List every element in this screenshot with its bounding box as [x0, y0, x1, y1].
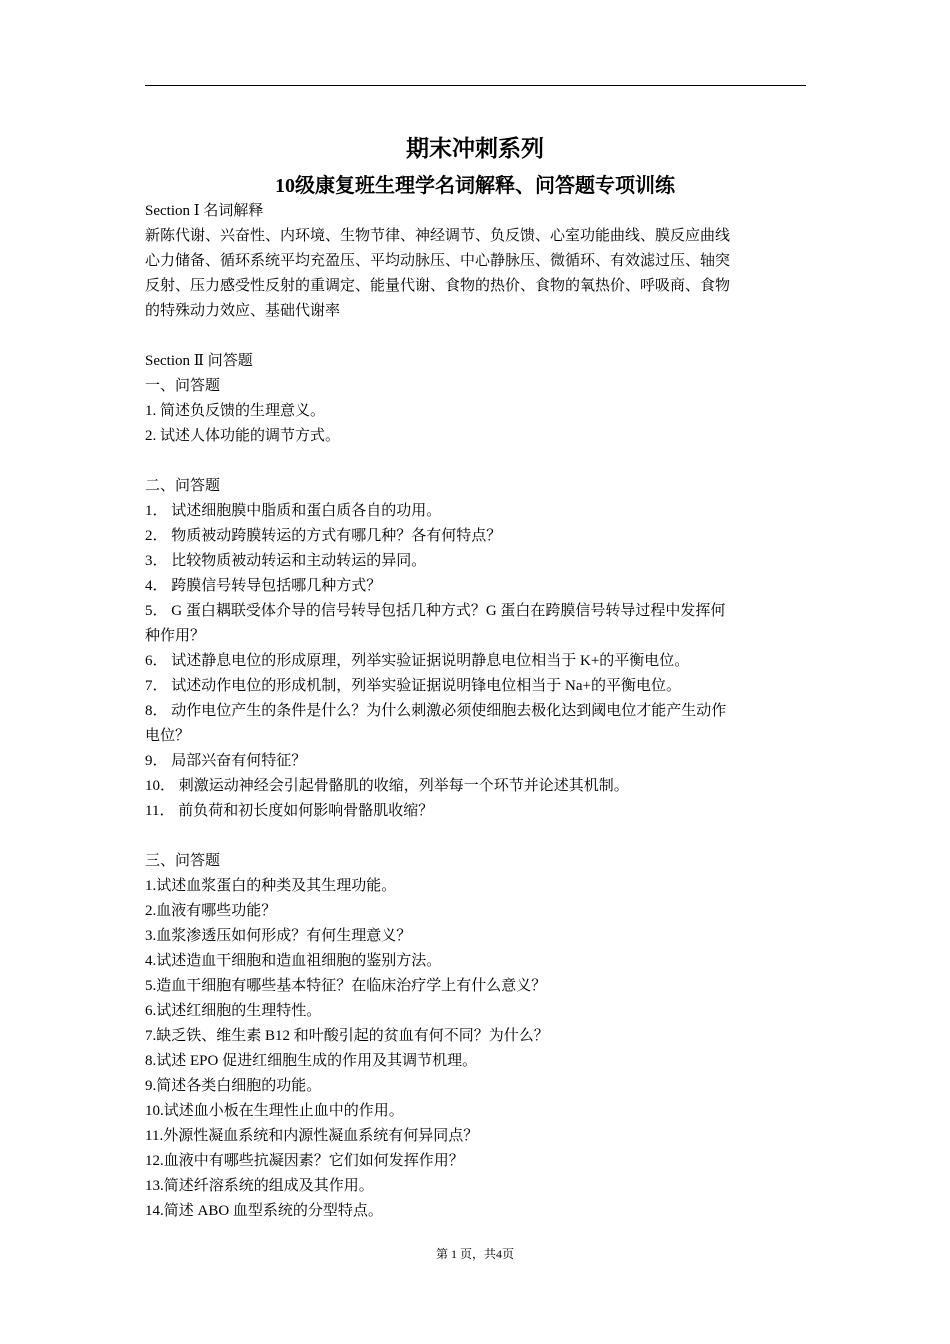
term-line: 新陈代谢、兴奋性、内环境、生物节律、神经调节、负反馈、心室功能曲线、膜反应曲线 — [145, 228, 731, 244]
question-item: 6． 试述静息电位的形成原理，列举实验证据说明静息电位相当于 K+的平衡电位。 — [145, 653, 690, 669]
question-item: 14.简述 ABO 血型系统的分型特点。 — [145, 1203, 383, 1219]
question-item: 3． 比较物质被动转运和主动转运的异同。 — [145, 553, 427, 569]
question-item: 1. 简述负反馈的生理意义。 — [145, 403, 326, 419]
section1-heading: Section Ⅰ 名词解释 — [145, 203, 264, 219]
group1-heading: 一、问答题 — [145, 378, 221, 394]
question-item: 7． 试述动作电位的形成机制，列举实验证据说明锋电位相当于 Na+的平衡电位。 — [145, 678, 681, 694]
question-item: 1． 试述细胞膜中脂质和蛋白质各自的功用。 — [145, 503, 442, 519]
question-item-cont: 电位？ — [145, 728, 191, 744]
page-subtitle: 10级康复班生理学名词解释、问答题专项训练 — [275, 175, 675, 197]
document-body — [145, 199, 806, 1224]
term-line: 心力储备、循环系统平均充盈压、平均动脉压、中心静脉压、微循环、有效滤过压、轴突 — [145, 253, 731, 269]
question-item: 5.造血干细胞有哪些基本特征？在临床治疗学上有什么意义？ — [145, 978, 547, 994]
question-item: 11.外源性凝血系统和内源性凝血系统有何异同点？ — [145, 1128, 479, 1144]
question-item: 4． 跨膜信号转导包括哪几种方式？ — [145, 578, 382, 594]
question-item: 1.试述血浆蛋白的种类及其生理功能。 — [145, 878, 397, 894]
question-item: 3.血浆渗透压如何形成？有何生理意义？ — [145, 928, 412, 944]
question-item: 2． 物质被动跨膜转运的方式有哪几种？各有何特点？ — [145, 528, 502, 544]
page-footer: 第 1 页，共4页 — [435, 1247, 514, 1261]
question-item: 13.简述纤溶系统的组成及其作用。 — [145, 1178, 374, 1194]
question-item: 8． 动作电位产生的条件是什么？为什么刺激必须使细胞去极化达到阈电位才能产生动作 — [145, 703, 727, 719]
question-item: 7.缺乏铁、维生素 B12 和叶酸引起的贫血有何不同？为什么？ — [145, 1028, 549, 1044]
page-title: 期末冲刺系列 — [406, 136, 544, 161]
term-line: 的特殊动力效应、基础代谢率 — [145, 303, 341, 319]
header-rule — [145, 85, 806, 86]
question-item: 11． 前负荷和初长度如何影响骨骼肌收缩？ — [145, 803, 434, 819]
group2-heading: 二、问答题 — [145, 478, 221, 494]
question-item: 12.血液中有哪些抗凝因素？它们如何发挥作用？ — [145, 1153, 464, 1169]
question-item: 5． G 蛋白耦联受体介导的信号转导包括几种方式？G 蛋白在跨膜信号转导过程中发挥何 — [145, 603, 726, 619]
question-item: 10． 刺激运动神经会引起骨骼肌的收缩，列举每一个环节并论述其机制。 — [145, 778, 629, 794]
question-item: 6.试述红细胞的生理特性。 — [145, 1003, 322, 1019]
question-item: 9.简述各类白细胞的功能。 — [145, 1078, 322, 1094]
question-item: 9． 局部兴奋有何特征？ — [145, 753, 307, 769]
section2-heading: Section Ⅱ 问答题 — [145, 353, 253, 369]
question-item: 4.试述造血干细胞和造血祖细胞的鉴别方法。 — [145, 953, 442, 969]
term-line: 反射、压力感受性反射的重调定、能量代谢、食物的热价、食物的氧热价、呼吸商、食物 — [145, 278, 731, 294]
question-item: 2.血液有哪些功能？ — [145, 903, 277, 919]
group3-heading: 三、问答题 — [145, 853, 221, 869]
question-item-cont: 种作用？ — [145, 628, 206, 644]
question-item: 10.试述血小板在生理性止血中的作用。 — [145, 1103, 404, 1119]
question-item: 2. 试述人体功能的调节方式。 — [145, 428, 341, 444]
question-item: 8.试述 EPO 促进红细胞生成的作用及其调节机理。 — [145, 1053, 478, 1069]
